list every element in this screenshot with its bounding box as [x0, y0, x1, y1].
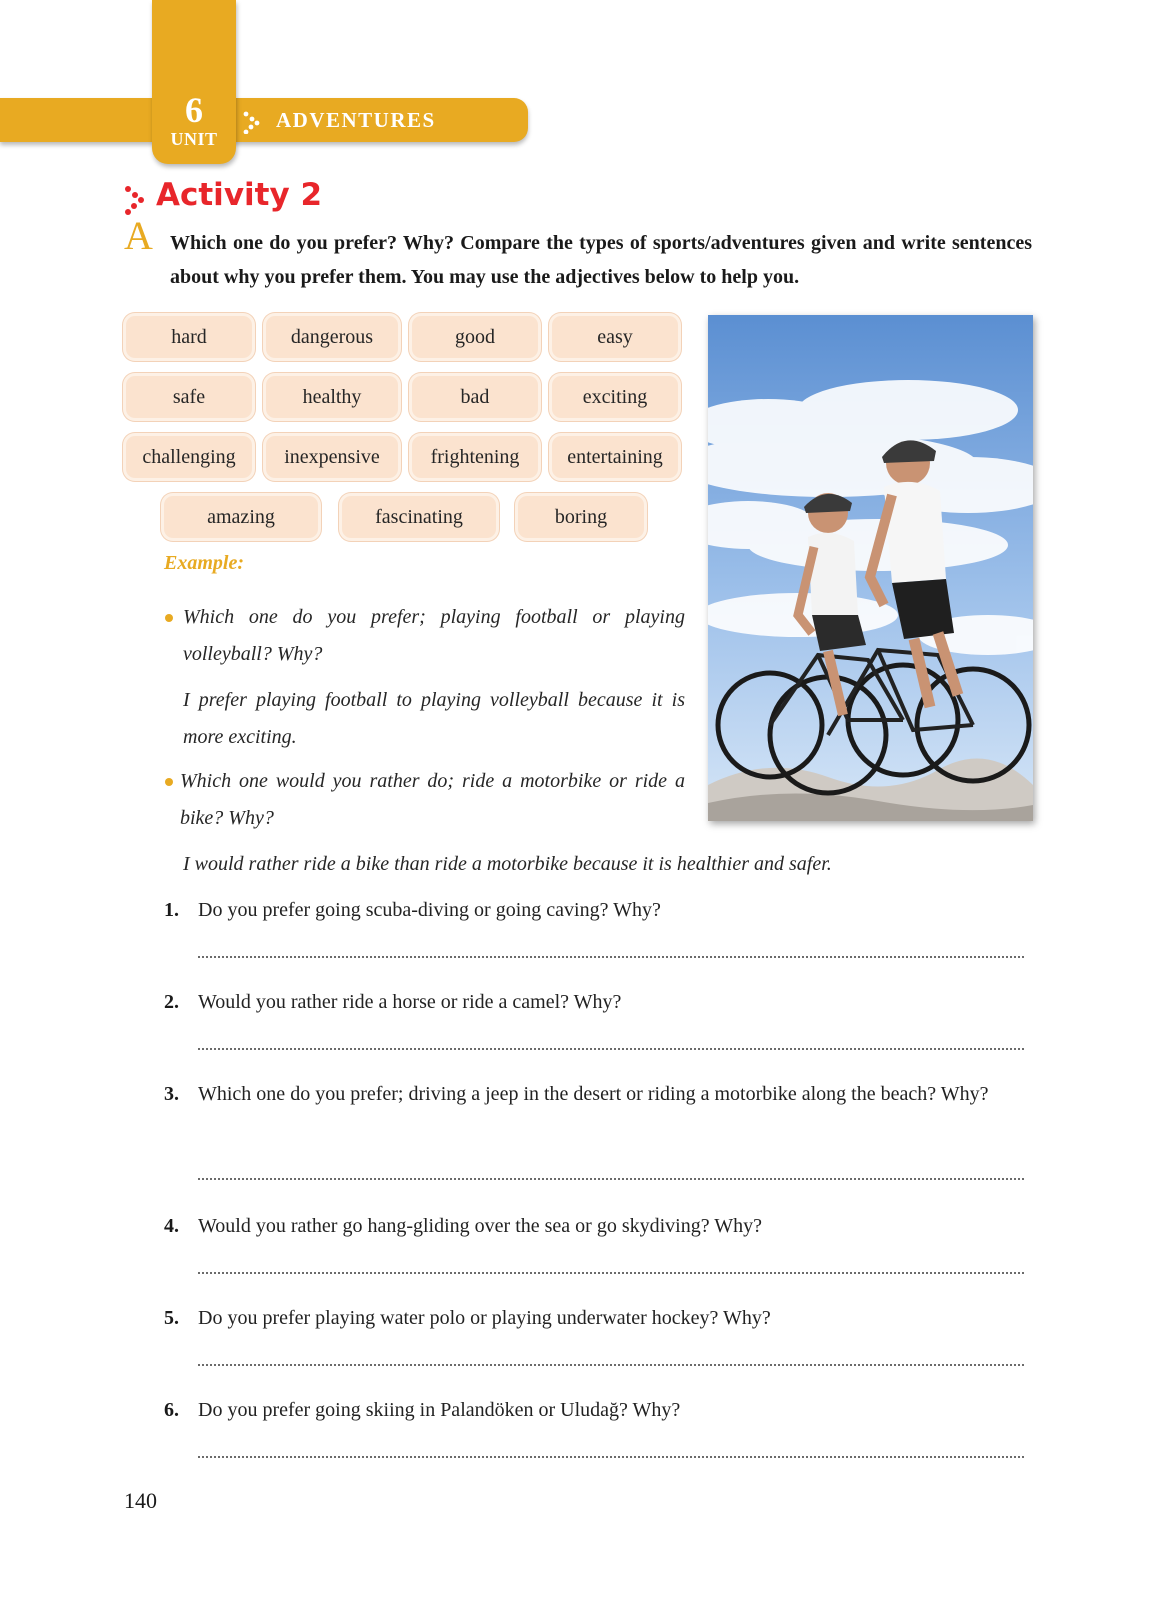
adjective-box: exciting: [552, 376, 678, 418]
question-text: Would you rather ride a horse or ride a camel? Why?: [198, 991, 622, 1013]
bullet-icon: [165, 778, 173, 786]
question-number: 1.: [164, 899, 179, 921]
activity-dots-icon: [124, 185, 144, 215]
question-number: 5.: [164, 1307, 179, 1329]
answer-line[interactable]: [198, 1178, 1024, 1180]
question-number: 2.: [164, 991, 179, 1013]
adjective-box: easy: [552, 316, 678, 358]
question-text: Do you prefer going scuba-diving or going caving? Why?: [198, 899, 661, 921]
adjective-box: inexpensive: [266, 436, 398, 478]
example-answer-2: I would rather ride a bike than ride a motorbike because it is healthier and safer.: [183, 853, 832, 875]
answer-line[interactable]: [198, 1272, 1024, 1274]
unit-label: UNIT: [170, 129, 218, 149]
dots-icon: [242, 110, 260, 134]
answer-line[interactable]: [198, 1048, 1024, 1050]
page-number: 140: [124, 1488, 157, 1513]
answer-line[interactable]: [198, 1456, 1024, 1458]
adjective-box: hard: [126, 316, 252, 358]
adjective-box: amazing: [164, 496, 318, 538]
section-letter: A: [124, 213, 153, 258]
adjective-box: bad: [412, 376, 538, 418]
adjective-box: challenging: [126, 436, 252, 478]
adjective-box: good: [412, 316, 538, 358]
question-text: Do you prefer playing water polo or playing underwater hockey? Why?: [198, 1307, 771, 1329]
bullet-icon: [165, 614, 173, 622]
cyclists-photo: [708, 315, 1033, 821]
activity-heading: Activity 2: [156, 177, 323, 213]
unit-tab: [152, 0, 236, 164]
example-question-2: Which one would you rather do; ride a motorbike or ride a bike? Why?: [180, 770, 685, 829]
adjective-box: frightening: [412, 436, 538, 478]
adjective-box: healthy: [266, 376, 398, 418]
answer-line[interactable]: [198, 1364, 1024, 1366]
adjective-box: boring: [518, 496, 644, 538]
unit-header-bar: [0, 98, 528, 142]
unit-number: 6: [185, 90, 203, 130]
example-question-1: Which one do you prefer; playing football or playing volleyball? Why?: [183, 606, 685, 665]
adjective-box: safe: [126, 376, 252, 418]
adjective-box: dangerous: [266, 316, 398, 358]
question-text: Would you rather go hang-gliding over the sea or go skydiving? Why?: [198, 1215, 763, 1237]
question-number: 6.: [164, 1399, 179, 1421]
instruction-text: Which one do you prefer? Why? Compare the types of sports/adventures given and write sentences about why you prefer them. You may use the adjectives below to help you.: [170, 232, 1032, 288]
adjective-box: fascinating: [342, 496, 496, 538]
question-text: Which one do you prefer; driving a jeep in the desert or riding a motorbike along the beach? Why?: [198, 1083, 989, 1105]
example-answer-1: I prefer playing football to playing volleyball because it is more exciting.: [183, 689, 685, 748]
question-number: 3.: [164, 1083, 179, 1105]
answer-line[interactable]: [198, 956, 1024, 958]
example-label: Example:: [164, 552, 244, 574]
unit-title: ADVENTURES: [276, 108, 436, 132]
question-number: 4.: [164, 1215, 179, 1237]
adjective-box: entertaining: [552, 436, 678, 478]
question-text: Do you prefer going skiing in Palandöken or Uludağ? Why?: [198, 1399, 681, 1421]
